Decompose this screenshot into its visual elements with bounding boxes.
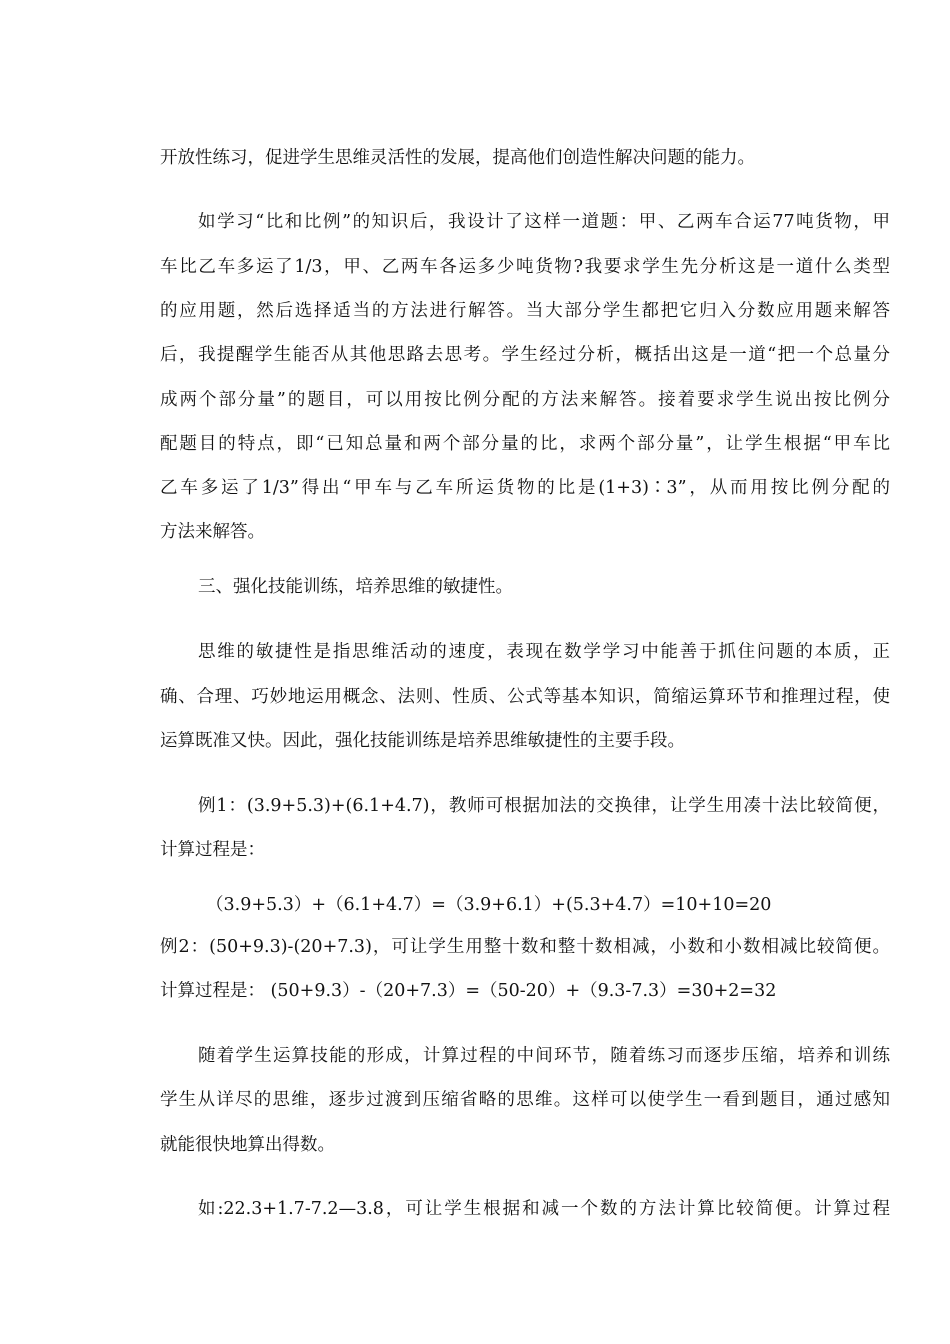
example-2-formula: 计算过程是： (50+9.3）-（20+7.3）=（50-20）+（9.3-7.3）=30+2=32 <box>160 981 777 1001</box>
example-1-line-2: 计算过程是： <box>160 840 265 860</box>
section-heading: 三、强化技能训练，培养思维的敏捷性。 <box>198 577 513 597</box>
example-2-line-1: 例2：(50+9.3)-(20+7.3)，可让学生用整十数和整十数相减，小数和小数相减比较简便。 <box>160 937 890 957</box>
text-line-13: 运算既准又快。因此，强化技能训练是培养思维敏捷性的主要手段。 <box>160 731 685 751</box>
text-line-20: 学生从详尽的思维，逐步过渡到压缩省略的思维。这样可以使学生一看到题目，通过感知 <box>160 1090 890 1110</box>
example-1-line-1: 例1：(3.9+5.3)+(6.1+4.7)，教师可根据加法的交换律，让学生用凑十法比较简便， <box>198 796 890 816</box>
text-line-6: 成两个部分量”的题目，可以用按比例分配的方法来解答。接着要求学生说出按比例分 <box>160 390 890 410</box>
text-line-5: 后，我提醒学生能否从其他思路去思考。学生经过分析，概括出这是一道“把一个总量分 <box>160 345 890 365</box>
text-line-4: 的应用题，然后选择适当的方法进行解答。当大部分学生都把它归入分数应用题来解答 <box>160 301 890 321</box>
text-line-11: 思维的敏捷性是指思维活动的速度，表现在数学学习中能善于抓住问题的本质，正 <box>198 642 890 662</box>
example-1-formula: （3.9+5.3）+（6.1+4.7）=（3.9+6.1）+(5.3+4.7）=10+10=20 <box>206 895 772 915</box>
text-line-12: 确、合理、巧妙地运用概念、法则、性质、公式等基本知识，简缩运算环节和推理过程，使 <box>160 687 890 707</box>
text-line-7: 配题目的特点，即“已知总量和两个部分量的比，求两个部分量”，让学生根据“甲车比 <box>160 434 890 454</box>
text-line-3: 车比乙车多运了1/3，甲、乙两车各运多少吨货物?我要求学生先分析这是一道什么类型 <box>160 257 890 277</box>
text-line-22: 如:22.3+1.7-7.2—3.8，可让学生根据和减一个数的方法计算比较简便。计算过程 <box>198 1199 890 1219</box>
text-line-8: 乙车多运了1/3”得出“甲车与乙车所运货物的比是(1+3)∶3”，从而用按比例分配的 <box>160 478 890 498</box>
text-line-19: 随着学生运算技能的形成，计算过程的中间环节，随着练习而逐步压缩，培养和训练 <box>198 1046 890 1066</box>
text-line-2: 如学习“比和比例”的知识后，我设计了这样一道题：甲、乙两车合运77吨货物，甲 <box>198 212 890 232</box>
text-line-1: 开放性练习，促进学生思维灵活性的发展，提高他们创造性解决问题的能力。 <box>160 148 755 168</box>
text-line-9: 方法来解答。 <box>160 522 265 542</box>
text-line-21: 就能很快地算出得数。 <box>160 1135 335 1155</box>
